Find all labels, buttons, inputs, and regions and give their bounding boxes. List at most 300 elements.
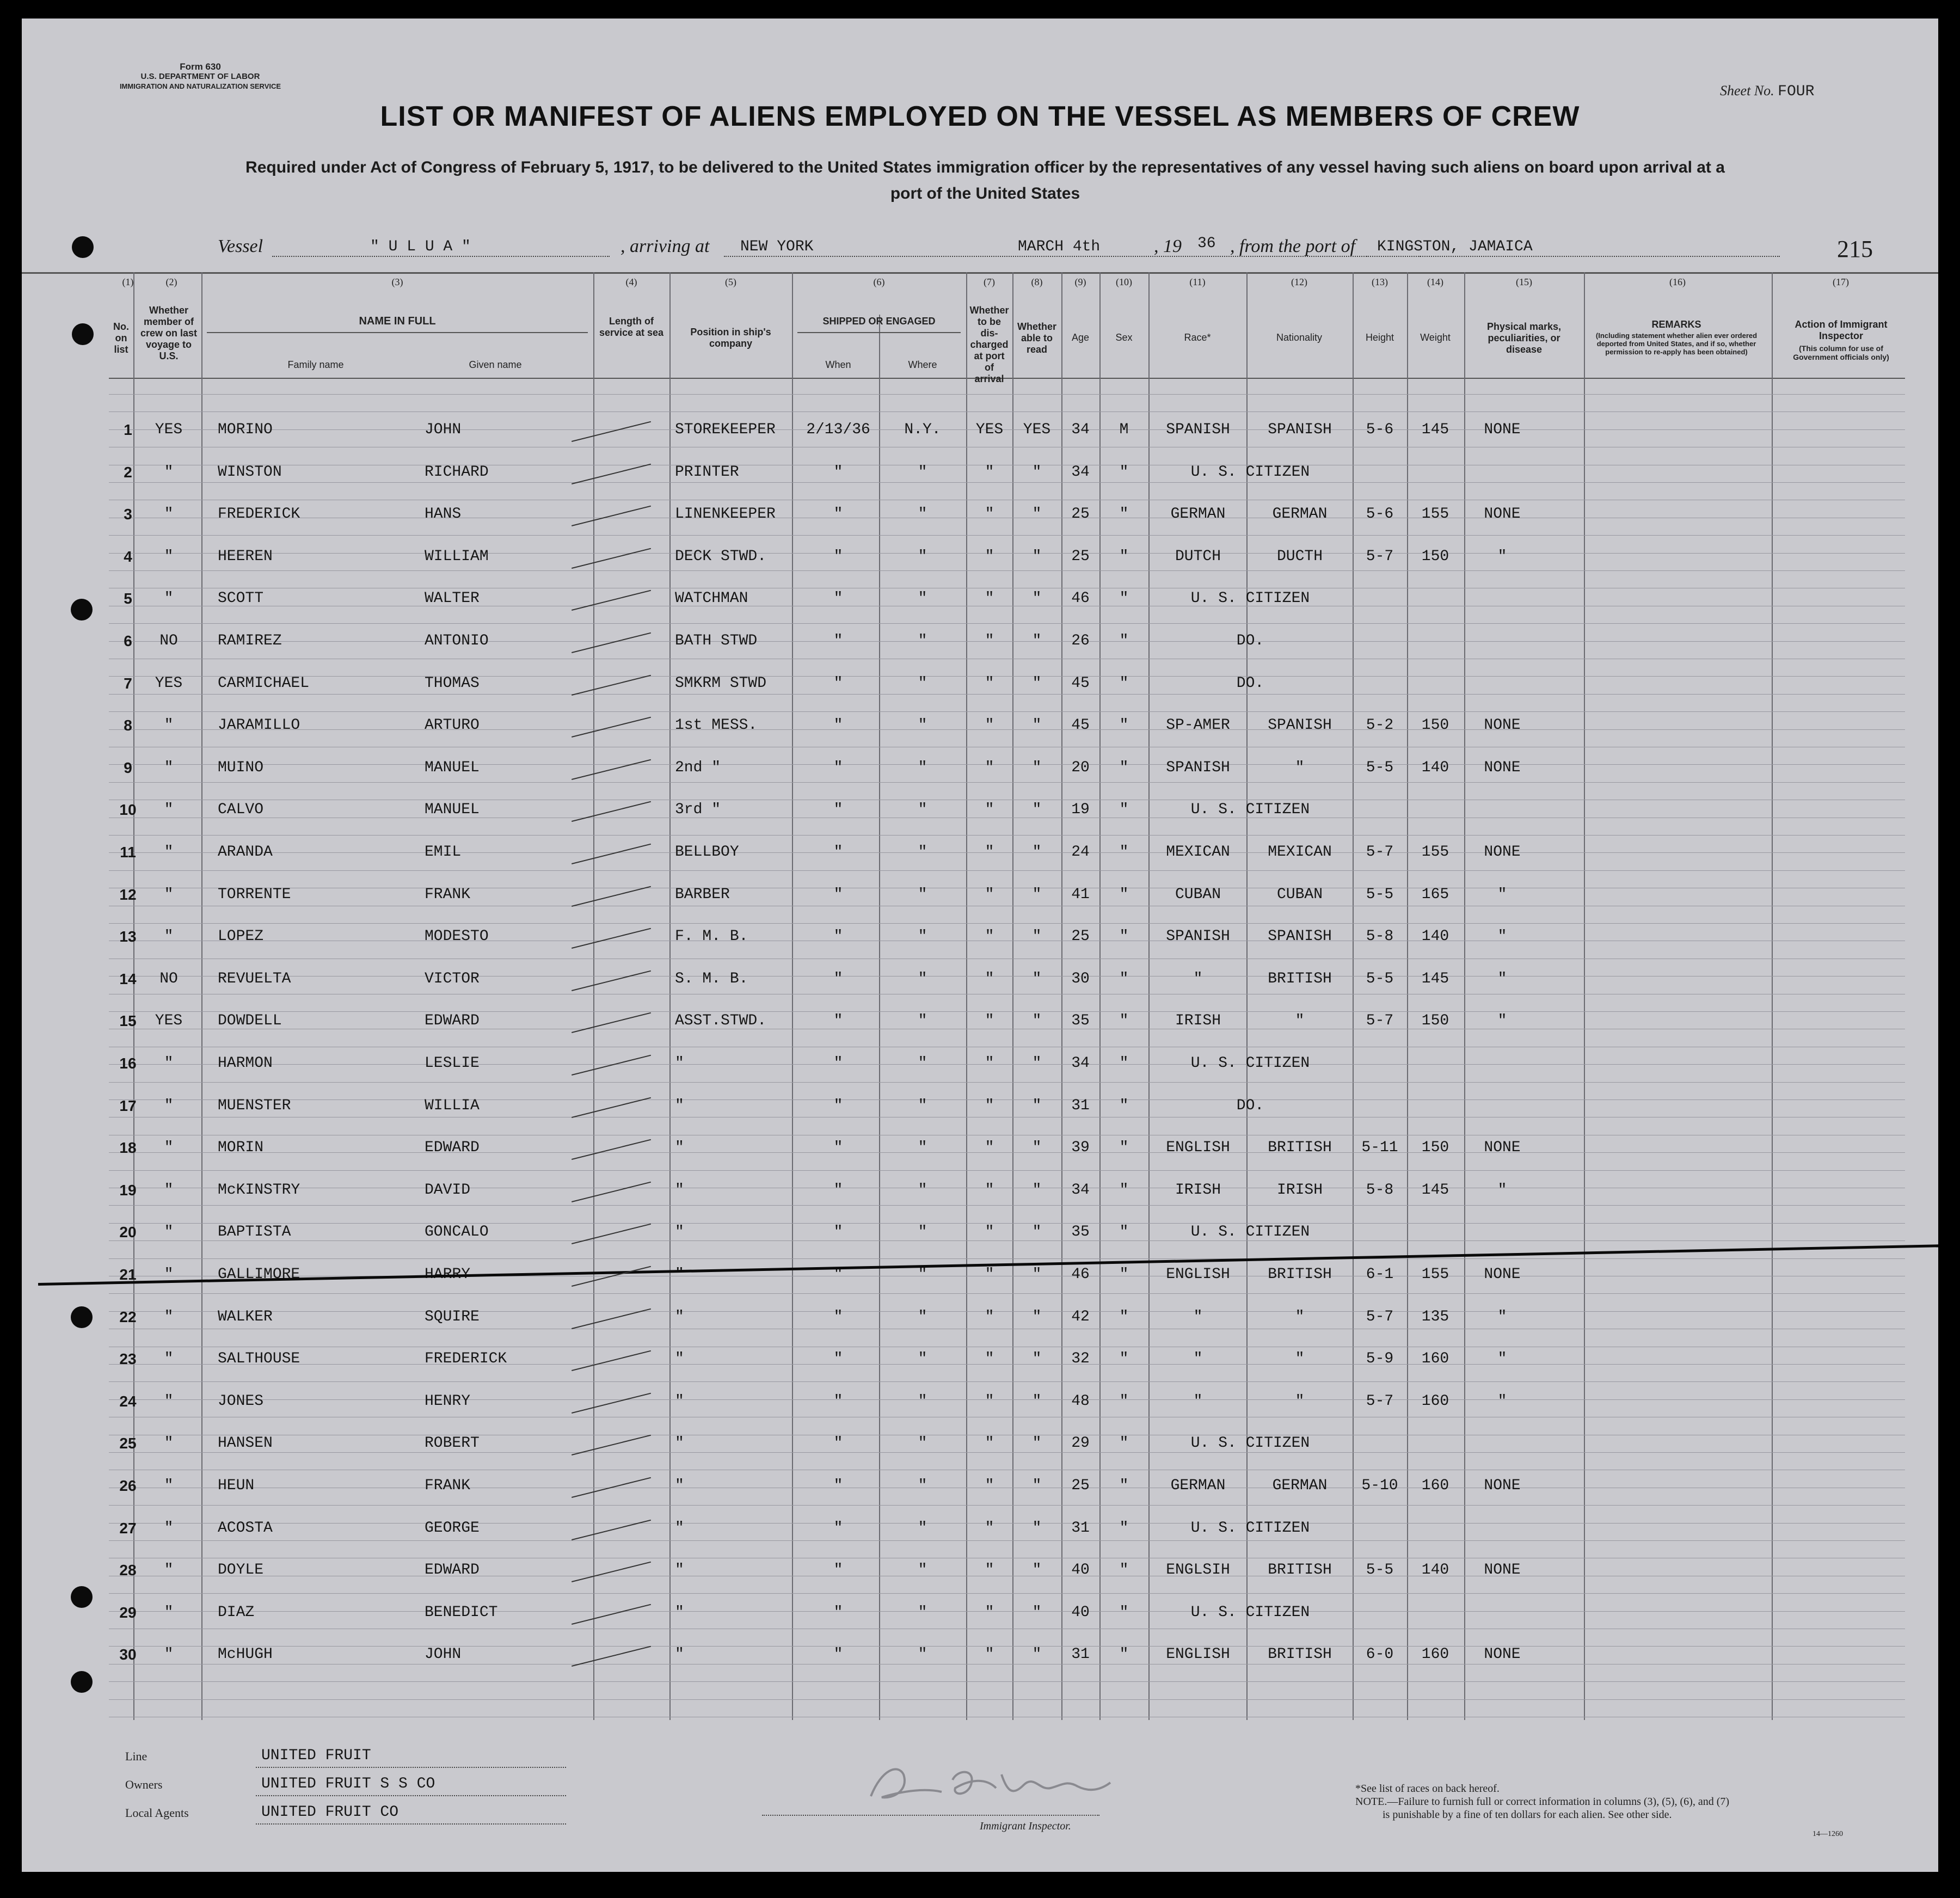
cell-weight: 145 bbox=[1421, 970, 1449, 987]
cell-age: 31 bbox=[1071, 1097, 1090, 1114]
column-number: (10) bbox=[1116, 277, 1132, 287]
cell-no: 14 bbox=[119, 970, 137, 987]
cell-read: " bbox=[1032, 1435, 1042, 1452]
cell-where: " bbox=[918, 759, 927, 776]
cell-weight: 150 bbox=[1421, 1012, 1449, 1030]
cell-when: " bbox=[833, 463, 843, 481]
cell-age: 34 bbox=[1071, 1055, 1090, 1072]
cell-position: " bbox=[675, 1055, 684, 1072]
cell-disch: " bbox=[985, 1224, 994, 1241]
cell-age: 32 bbox=[1071, 1350, 1090, 1368]
cell-prev: " bbox=[164, 1392, 174, 1410]
cell-position: 3rd " bbox=[675, 801, 721, 819]
cell-marks: NONE bbox=[1484, 1139, 1521, 1157]
cell-position: WATCHMAN bbox=[675, 590, 748, 607]
header-remarks-note: (Including statement whether alien ever ordered deported from United States, and if so, whether permission to re-apply has been obtained) bbox=[1595, 331, 1758, 356]
cell-family: HEUN bbox=[218, 1477, 255, 1494]
cell-where: " bbox=[918, 1519, 927, 1537]
cell-sex: " bbox=[1119, 1266, 1129, 1283]
cell-family: MORINO bbox=[218, 421, 273, 438]
cell-no: 24 bbox=[119, 1392, 137, 1410]
cell-position: ASST.STWD. bbox=[675, 1012, 767, 1030]
cell-nat: " bbox=[1295, 1012, 1305, 1030]
cell-given: EDWARD bbox=[425, 1139, 480, 1157]
cell-no: 21 bbox=[119, 1266, 137, 1283]
cell-no: 19 bbox=[119, 1181, 137, 1199]
cell-family: WINSTON bbox=[218, 463, 282, 481]
cell-position: 1st MESS. bbox=[675, 717, 758, 734]
cell-given: FRANK bbox=[425, 886, 471, 903]
cell-read: " bbox=[1032, 548, 1042, 565]
cell-age: 46 bbox=[1071, 590, 1090, 607]
cell-sex: " bbox=[1119, 801, 1129, 819]
cell-sex: " bbox=[1119, 1477, 1129, 1494]
from-port-label: , from the port of bbox=[1230, 236, 1356, 256]
sheet-number bbox=[1720, 83, 1814, 100]
cell-given: FRANK bbox=[425, 1477, 471, 1494]
header-inspector-note: (This column for use of Government officials only) bbox=[1793, 344, 1889, 361]
cell-position: " bbox=[675, 1308, 684, 1325]
header-given-name: Given name bbox=[469, 359, 522, 370]
cell-marks: " bbox=[1497, 1308, 1507, 1325]
header-physical-marks: Physical marks, peculiarities, or disease bbox=[1486, 321, 1562, 355]
cell-position: SMKRM STWD bbox=[675, 674, 767, 692]
cell-read: " bbox=[1032, 1604, 1042, 1621]
cell-disch: " bbox=[985, 1562, 994, 1579]
cell-nat: BRITISH bbox=[1268, 1139, 1332, 1157]
cell-height: 5-8 bbox=[1366, 928, 1394, 945]
cell-family: REVUELTA bbox=[218, 970, 291, 987]
cell-weight: 155 bbox=[1421, 1266, 1449, 1283]
cell-disch: " bbox=[985, 970, 994, 987]
cell-where: N.Y. bbox=[904, 421, 941, 438]
header-where: Where bbox=[908, 359, 937, 370]
cell-weight: 150 bbox=[1421, 717, 1449, 734]
cell-race-nationality-span: U. S. CITIZEN bbox=[1190, 1519, 1310, 1537]
cell-given: FREDERICK bbox=[425, 1350, 507, 1368]
cell-family: TORRENTE bbox=[218, 886, 291, 903]
cell-family: DOYLE bbox=[218, 1562, 264, 1579]
cell-prev: " bbox=[164, 1055, 174, 1072]
column-number: (6) bbox=[873, 277, 885, 287]
cell-read: YES bbox=[1023, 421, 1051, 438]
cell-race: GERMAN bbox=[1170, 1477, 1226, 1494]
cell-marks: " bbox=[1497, 1181, 1507, 1199]
cell-prev: " bbox=[164, 463, 174, 481]
cell-when: " bbox=[833, 632, 843, 649]
cell-sex: " bbox=[1119, 590, 1129, 607]
cell-when: " bbox=[833, 1646, 843, 1663]
cell-family: CALVO bbox=[218, 801, 264, 819]
vessel-name: " U L U A " bbox=[370, 238, 471, 255]
inspector-label: Immigrant Inspector. bbox=[980, 1820, 1071, 1832]
cell-where: " bbox=[918, 1224, 927, 1241]
header-remarks: REMARKS bbox=[1651, 319, 1701, 330]
header-when: When bbox=[825, 359, 851, 370]
cell-no: 2 bbox=[124, 463, 132, 481]
cell-marks: NONE bbox=[1484, 1562, 1521, 1579]
cell-height: 5-10 bbox=[1361, 1477, 1398, 1494]
cell-where: " bbox=[918, 1012, 927, 1030]
cell-prev: " bbox=[164, 1350, 174, 1368]
cell-when: " bbox=[833, 506, 843, 523]
cell-age: 48 bbox=[1071, 1392, 1090, 1410]
cell-prev: " bbox=[164, 506, 174, 523]
page-title: LIST OR MANIFEST OF ALIENS EMPLOYED ON THE VESSEL AS MEMBERS OF CREW bbox=[380, 101, 1580, 132]
cell-family: HEEREN bbox=[218, 548, 273, 565]
cell-read: " bbox=[1032, 1646, 1042, 1663]
column-number: (7) bbox=[984, 277, 995, 287]
cell-race-nationality-span: U. S. CITIZEN bbox=[1190, 1224, 1310, 1241]
cell-no: 23 bbox=[119, 1350, 137, 1368]
cell-read: " bbox=[1032, 1477, 1042, 1494]
cell-height: 5-2 bbox=[1366, 717, 1394, 734]
cell-disch: " bbox=[985, 928, 994, 945]
cell-given: GEORGE bbox=[425, 1519, 480, 1537]
cell-race: DUTCH bbox=[1175, 548, 1221, 565]
cell-sex: " bbox=[1119, 1097, 1129, 1114]
cell-given: THOMAS bbox=[425, 674, 480, 692]
cell-race-nationality-span: U. S. CITIZEN bbox=[1190, 1435, 1310, 1452]
cell-race-nationality-span: DO. bbox=[1236, 674, 1264, 692]
cell-prev: " bbox=[164, 1139, 174, 1157]
header-age: Age bbox=[1071, 332, 1090, 343]
cell-disch: " bbox=[985, 1392, 994, 1410]
cell-nat: GERMAN bbox=[1272, 1477, 1328, 1494]
cell-disch: " bbox=[985, 463, 994, 481]
cell-sex: " bbox=[1119, 1308, 1129, 1325]
cell-position: " bbox=[675, 1139, 684, 1157]
binder-hole bbox=[71, 1306, 93, 1328]
cell-given: HENRY bbox=[425, 1392, 471, 1410]
cell-read: " bbox=[1032, 1224, 1042, 1241]
column-number: (9) bbox=[1074, 277, 1086, 287]
cell-prev: " bbox=[164, 590, 174, 607]
cell-no: 22 bbox=[119, 1308, 137, 1325]
vessel-line bbox=[218, 236, 1905, 260]
cell-height: 5-6 bbox=[1366, 421, 1394, 438]
cell-family: JARAMILLO bbox=[218, 717, 300, 734]
sheet-number-label: Sheet No. bbox=[1720, 83, 1774, 99]
cell-where: " bbox=[918, 1646, 927, 1663]
cell-weight: 140 bbox=[1421, 1562, 1449, 1579]
department-name: U.S. DEPARTMENT OF LABOR bbox=[140, 72, 260, 81]
form-identification bbox=[86, 62, 315, 91]
arrival-date: MARCH 4th bbox=[1018, 238, 1101, 255]
cell-disch: " bbox=[985, 886, 994, 903]
cell-position: " bbox=[675, 1097, 684, 1114]
cell-age: 19 bbox=[1071, 801, 1090, 819]
cell-when: " bbox=[833, 674, 843, 692]
cell-age: 42 bbox=[1071, 1308, 1090, 1325]
cell-where: " bbox=[918, 590, 927, 607]
penalty-note: NOTE.—Failure to furnish full or correct information in columns (3), (5), (6), and (7) bbox=[1355, 1796, 1730, 1808]
cell-height: 5-7 bbox=[1366, 844, 1394, 861]
cell-position: " bbox=[675, 1392, 684, 1410]
cell-weight: 145 bbox=[1421, 1181, 1449, 1199]
cell-race-nationality-span: U. S. CITIZEN bbox=[1190, 1604, 1310, 1621]
cell-family: MORIN bbox=[218, 1139, 264, 1157]
cell-read: " bbox=[1032, 759, 1042, 776]
cell-read: " bbox=[1032, 1097, 1042, 1114]
cell-weight: 145 bbox=[1421, 421, 1449, 438]
cell-family: MUENSTER bbox=[218, 1097, 291, 1114]
cell-given: GONCALO bbox=[425, 1224, 489, 1241]
cell-given: SQUIRE bbox=[425, 1308, 480, 1325]
cell-prev: " bbox=[164, 1519, 174, 1537]
cell-sex: " bbox=[1119, 1224, 1129, 1241]
cell-position: " bbox=[675, 1477, 684, 1494]
column-number: (15) bbox=[1516, 277, 1532, 287]
cell-when: " bbox=[833, 717, 843, 734]
cell-marks: " bbox=[1497, 928, 1507, 945]
cell-weight: 135 bbox=[1421, 1308, 1449, 1325]
cell-disch: " bbox=[985, 801, 994, 819]
cell-family: RAMIREZ bbox=[218, 632, 282, 649]
cell-given: LESLIE bbox=[425, 1055, 480, 1072]
header-family-name: Family name bbox=[287, 359, 344, 370]
cell-read: " bbox=[1032, 1266, 1042, 1283]
cell-given: EMIL bbox=[425, 844, 462, 861]
cell-read: " bbox=[1032, 970, 1042, 987]
column-number: (5) bbox=[725, 277, 736, 287]
cell-prev: " bbox=[164, 886, 174, 903]
cell-no: 3 bbox=[124, 506, 132, 523]
cell-when: " bbox=[833, 590, 843, 607]
cell-given: DAVID bbox=[425, 1181, 471, 1199]
page-subtitle bbox=[142, 155, 1829, 207]
cell-disch: " bbox=[985, 844, 994, 861]
cell-where: " bbox=[918, 1435, 927, 1452]
cell-read: " bbox=[1032, 632, 1042, 649]
cell-position: BATH STWD bbox=[675, 632, 758, 649]
cell-race: SPANISH bbox=[1166, 421, 1230, 438]
cell-family: McKINSTRY bbox=[218, 1181, 300, 1199]
cell-prev: " bbox=[164, 717, 174, 734]
cell-age: 25 bbox=[1071, 506, 1090, 523]
cell-sex: " bbox=[1119, 1350, 1129, 1368]
cell-when: " bbox=[833, 1139, 843, 1157]
cell-marks: NONE bbox=[1484, 421, 1521, 438]
cell-sex: " bbox=[1119, 844, 1129, 861]
cell-nat: " bbox=[1295, 1350, 1305, 1368]
cell-position: LINENKEEPER bbox=[675, 506, 776, 523]
service-name: IMMIGRATION AND NATURALIZATION SERVICE bbox=[119, 82, 281, 90]
cell-family: SCOTT bbox=[218, 590, 264, 607]
cell-read: " bbox=[1032, 886, 1042, 903]
cell-family: FREDERICK bbox=[218, 506, 300, 523]
cell-weight: 165 bbox=[1421, 886, 1449, 903]
cell-position: BELLBOY bbox=[675, 844, 739, 861]
cell-where: " bbox=[918, 801, 927, 819]
cell-no: 13 bbox=[119, 928, 137, 945]
cell-age: 30 bbox=[1071, 970, 1090, 987]
cell-marks: NONE bbox=[1484, 1646, 1521, 1663]
cell-prev: " bbox=[164, 1224, 174, 1241]
cell-race: SPANISH bbox=[1166, 759, 1230, 776]
cell-prev: " bbox=[164, 1604, 174, 1621]
cell-where: " bbox=[918, 886, 927, 903]
cell-no: 9 bbox=[124, 759, 132, 776]
cell-sex: " bbox=[1119, 1055, 1129, 1072]
cell-disch: " bbox=[985, 1604, 994, 1621]
cell-when: " bbox=[833, 970, 843, 987]
cell-given: ARTURO bbox=[425, 717, 480, 734]
cell-race: " bbox=[1193, 1392, 1203, 1410]
cell-when: " bbox=[833, 928, 843, 945]
cell-given: VICTOR bbox=[425, 970, 480, 987]
cell-weight: 140 bbox=[1421, 928, 1449, 945]
cell-read: " bbox=[1032, 1350, 1042, 1368]
cell-position: " bbox=[675, 1435, 684, 1452]
vessel-label: Vessel bbox=[218, 236, 263, 256]
cell-when: " bbox=[833, 1604, 843, 1621]
cell-read: " bbox=[1032, 844, 1042, 861]
form-code: 14—1260 bbox=[1812, 1830, 1843, 1838]
cell-height: 5-7 bbox=[1366, 1308, 1394, 1325]
column-number: (8) bbox=[1031, 277, 1043, 287]
local-agents-value: UNITED FRUIT CO bbox=[261, 1804, 399, 1821]
cell-sex: " bbox=[1119, 928, 1129, 945]
cell-age: 29 bbox=[1071, 1435, 1090, 1452]
cell-position: " bbox=[675, 1604, 684, 1621]
cell-sex: " bbox=[1119, 1139, 1129, 1157]
cell-read: " bbox=[1032, 1562, 1042, 1579]
cell-weight: 160 bbox=[1421, 1392, 1449, 1410]
cell-no: 16 bbox=[119, 1055, 137, 1072]
cell-marks: " bbox=[1497, 1012, 1507, 1030]
cell-nat: BRITISH bbox=[1268, 970, 1332, 987]
cell-prev: " bbox=[164, 1646, 174, 1663]
cell-age: 31 bbox=[1071, 1519, 1090, 1537]
cell-disch: " bbox=[985, 1646, 994, 1663]
cell-race: " bbox=[1193, 1350, 1203, 1368]
cell-given: HARRY bbox=[425, 1266, 471, 1283]
cell-height: 5-6 bbox=[1366, 506, 1394, 523]
cell-family: ARANDA bbox=[218, 844, 273, 861]
cell-position: " bbox=[675, 1562, 684, 1579]
cell-height: 5-7 bbox=[1366, 548, 1394, 565]
cell-disch: " bbox=[985, 1181, 994, 1199]
cell-sex: " bbox=[1119, 886, 1129, 903]
cell-nat: BRITISH bbox=[1268, 1266, 1332, 1283]
cell-disch: " bbox=[985, 1477, 994, 1494]
cell-position: " bbox=[675, 1519, 684, 1537]
cell-read: " bbox=[1032, 506, 1042, 523]
cell-family: HARMON bbox=[218, 1055, 273, 1072]
cell-nat: SPANISH bbox=[1268, 717, 1332, 734]
cell-family: ACOSTA bbox=[218, 1519, 273, 1537]
column-number: (14) bbox=[1427, 277, 1443, 287]
cell-height: 5-5 bbox=[1366, 886, 1394, 903]
cell-family: BAPTISTA bbox=[218, 1224, 291, 1241]
cell-where: " bbox=[918, 1604, 927, 1621]
cell-prev: YES bbox=[155, 1012, 183, 1030]
cell-read: " bbox=[1032, 1012, 1042, 1030]
cell-family: JONES bbox=[218, 1392, 264, 1410]
cell-when: " bbox=[833, 1055, 843, 1072]
cell-no: 12 bbox=[119, 886, 137, 903]
cell-age: 35 bbox=[1071, 1012, 1090, 1030]
cell-disch: " bbox=[985, 506, 994, 523]
header-sex: Sex bbox=[1115, 332, 1133, 343]
cell-race: " bbox=[1193, 1308, 1203, 1325]
cell-nat: " bbox=[1295, 1308, 1305, 1325]
cell-prev: " bbox=[164, 801, 174, 819]
cell-given: ANTONIO bbox=[425, 632, 489, 649]
cell-where: " bbox=[918, 717, 927, 734]
cell-nat: BRITISH bbox=[1268, 1562, 1332, 1579]
cell-sex: M bbox=[1119, 421, 1129, 438]
cell-age: 26 bbox=[1071, 632, 1090, 649]
cell-prev: " bbox=[164, 548, 174, 565]
column-number: (12) bbox=[1291, 277, 1307, 287]
cell-disch: " bbox=[985, 1097, 994, 1114]
cell-sex: " bbox=[1119, 717, 1129, 734]
column-number: (3) bbox=[391, 277, 403, 287]
cell-when: " bbox=[833, 548, 843, 565]
cell-when: " bbox=[833, 1519, 843, 1537]
arriving-label: , arriving at bbox=[620, 236, 710, 256]
cell-sex: " bbox=[1119, 548, 1129, 565]
cell-race-nationality-span: U. S. CITIZEN bbox=[1190, 801, 1310, 819]
cell-race-nationality-span: DO. bbox=[1236, 632, 1264, 649]
cell-read: " bbox=[1032, 674, 1042, 692]
cell-no: 8 bbox=[124, 717, 132, 734]
cell-no: 27 bbox=[119, 1519, 137, 1537]
cell-prev: " bbox=[164, 1435, 174, 1452]
cell-no: 15 bbox=[119, 1012, 137, 1030]
cell-prev: NO bbox=[159, 970, 178, 987]
cell-race: ENGLSIH bbox=[1166, 1562, 1230, 1579]
cell-where: " bbox=[918, 1562, 927, 1579]
cell-where: " bbox=[918, 506, 927, 523]
cell-read: " bbox=[1032, 1181, 1042, 1199]
column-number: (11) bbox=[1189, 277, 1206, 287]
cell-read: " bbox=[1032, 1139, 1042, 1157]
cell-disch: " bbox=[985, 674, 994, 692]
header-length-of-service: Length of service at sea bbox=[599, 316, 664, 338]
column-number: (1) bbox=[122, 277, 134, 287]
cell-marks: NONE bbox=[1484, 506, 1521, 523]
binder-hole bbox=[72, 236, 94, 258]
cell-no: 28 bbox=[119, 1562, 137, 1579]
cell-prev: YES bbox=[155, 421, 183, 438]
cell-family: HANSEN bbox=[218, 1435, 273, 1452]
cell-no: 10 bbox=[119, 801, 137, 819]
cell-no: 7 bbox=[124, 674, 132, 692]
cell-disch: " bbox=[985, 548, 994, 565]
cell-sex: " bbox=[1119, 1562, 1129, 1579]
cell-read: " bbox=[1032, 463, 1042, 481]
cell-nat: " bbox=[1295, 759, 1305, 776]
header-position: Position in ship's company bbox=[690, 327, 771, 349]
cell-where: " bbox=[918, 928, 927, 945]
cell-given: RICHARD bbox=[425, 463, 489, 481]
cell-where: " bbox=[918, 1055, 927, 1072]
cell-disch: " bbox=[985, 1266, 994, 1283]
cell-marks: " bbox=[1497, 548, 1507, 565]
cell-age: 34 bbox=[1071, 1181, 1090, 1199]
cell-nat: CUBAN bbox=[1276, 886, 1323, 903]
cell-sex: " bbox=[1119, 506, 1129, 523]
cell-height: 5-5 bbox=[1366, 970, 1394, 987]
cell-height: 5-8 bbox=[1366, 1181, 1394, 1199]
departure-port: KINGSTON, JAMAICA bbox=[1377, 238, 1533, 255]
cell-weight: 160 bbox=[1421, 1350, 1449, 1368]
header-inspector-action: Action of Immigrant Inspector bbox=[1795, 319, 1888, 341]
cell-position: F. M. B. bbox=[675, 928, 748, 945]
